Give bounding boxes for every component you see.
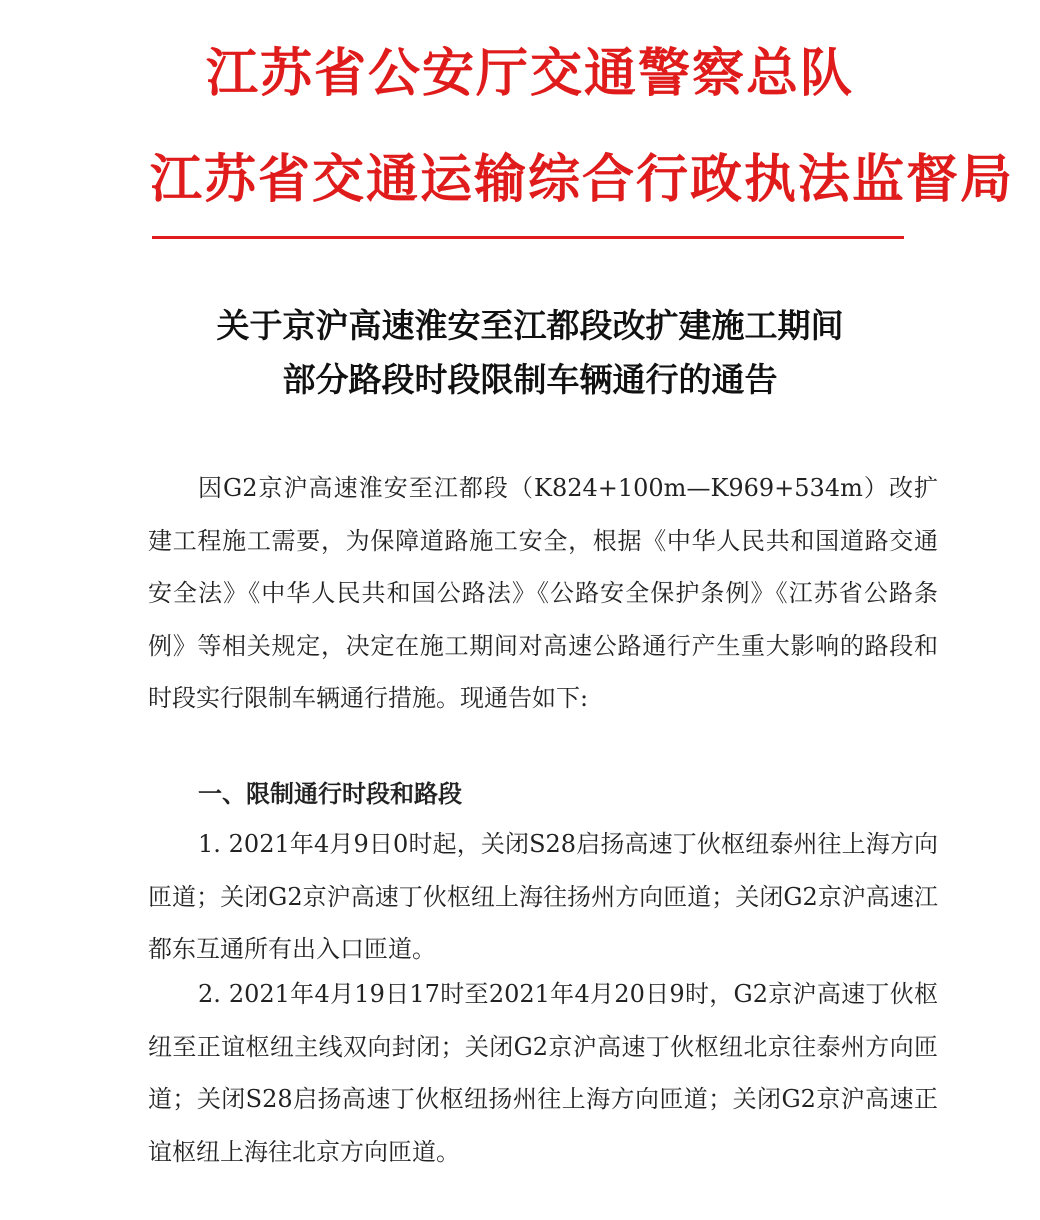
item-2-block [148, 968, 938, 1178]
intro-paragraph: 因G2京沪高速淮安至江都段（K824+100m—K969+534m）改扩建工程施工需要，为保障道路施工安全，根据《中华人民共和国道路交通安全法》《中华人民共和国公路法》《公路安全保护条例》《江苏省公路条例》等相关规定，决定在施工期间对高速公路通行产生重大影响的路段和时段实行限制车辆通行措施。现通告如下: [148, 474, 938, 712]
item-1-block [148, 818, 938, 976]
issuing-organization-2: 江苏省交通运输综合行政执法监督局 [150, 149, 1015, 210]
intro-paragraph-block [148, 462, 938, 725]
issuing-organization-1: 江苏省公安厅交通警察总队 [205, 43, 854, 104]
notice-title-line-2: 部分路段时段限制车辆通行的通告 [282, 360, 778, 399]
section-1-heading: 一、限制通行时段和路段 [198, 780, 462, 808]
red-header-divider [152, 236, 904, 239]
item-1-paragraph: 1. 2021年4月9日0时起，关闭S28启扬高速丁伙枢纽泰州往上海方向匝道；关闭G2京沪高速丁伙枢纽上海往扬州方向匝道；关闭G2京沪高速江都东互通所有出入口匝道。 [148, 830, 938, 963]
item-2-paragraph: 2. 2021年4月19日17时至2021年4月20日9时，G2京沪高速丁伙枢纽至正谊枢纽主线双向封闭；关闭G2京沪高速丁伙枢纽北京往泰州方向匝道；关闭S28启扬高速丁伙枢纽扬州往上海方向匝道；关闭G2京沪高速正谊枢纽上海往北京方向匝道。 [148, 980, 938, 1166]
notice-title-line-1: 关于京沪高速淮安至江都段改扩建施工期间 [216, 306, 844, 345]
section-heading-block [148, 768, 938, 821]
